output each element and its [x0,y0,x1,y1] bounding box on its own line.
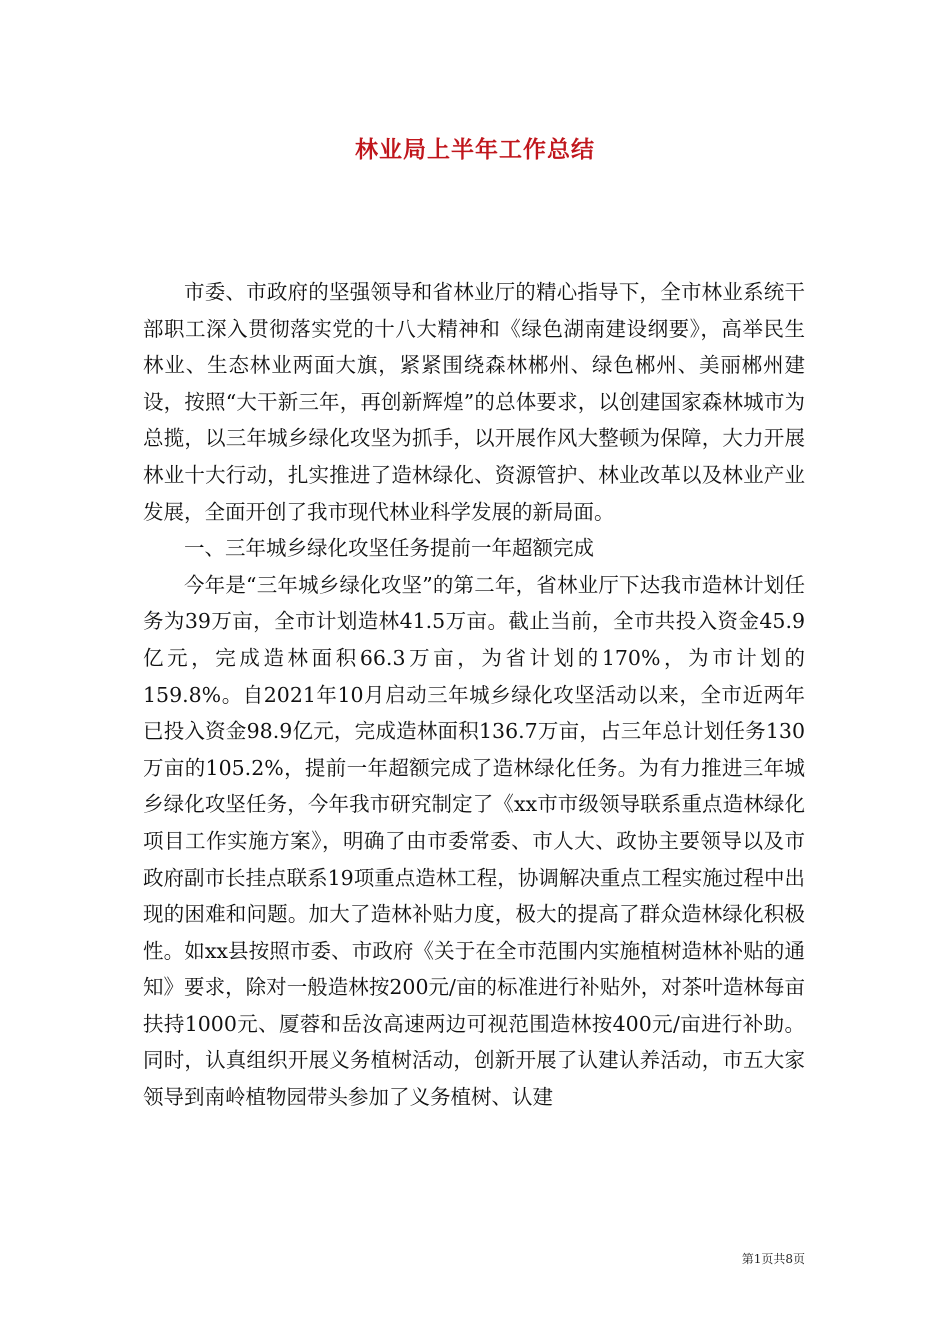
page-footer: 第1页共8页 [741,1252,805,1266]
section-heading-1: 一、三年城乡绿化攻坚任务提前一年超额完成 [184,536,594,561]
document-body [143,274,805,1116]
document-title: 林业局上半年工作总结 [355,137,595,163]
paragraph-intro: 市委、市政府的坚强领导和省林业厅的精心指导下，全市林业系统干部职工深入贯彻落实党的十八大精神和《绿色湖南建设纲要》，高举民生林业、生态林业两面大旗，紧紧围绕森林郴州、绿色郴州、美丽郴州建设，按照“大干新三年，再创新辉煌”的总体要求，以创建国家森林城市为总揽，以三年城乡绿化攻坚为抓手，以开展作风大整顿为保障，大力开展林业十大行动，扎实推进了造林绿化、资源管护、林业改革以及林业产业发展，全面开创了我市现代林业科学发展的新局面。 [143,280,805,524]
paragraph-section-1: 今年是“三年城乡绿化攻坚”的第二年，省林业厅下达我市造林计划任务为39万亩，全市计划造林41.5万亩。截止当前，全市共投入资金45.9亿元，完成造林面积66.3万亩，为省计划的170%，为市计划的159.8%。自2021年10月启动三年城乡绿化攻坚活动以来，全市近两年已投入资金98.9亿元，完成造林面积136.7万亩，占三年总计划任务130万亩的105.2%，提前一年超额完成了造林绿化任务。为有力推进三年城乡绿化攻坚任务，今年我市研究制定了《xx市市级领导联系重点造林绿化项目工作实施方案》，明确了由市委常委、市人大、政协主要领导以及市政府副市长挂点联系19项重点造林工程，协调解决重点工程实施过程中出现的困难和问题。加大了造林补贴力度，极大的提高了群众造林绿化积极性。如xx县按照市委、市政府《关于在全市范围内实施植树造林补贴的通知》要求，除对一般造林按200元/亩的标准进行补贴外，对茶叶造林每亩扶持1000元、厦蓉和岳汝高速两边可视范围造林按400元/亩进行补助。同时，认真组织开展义务植树活动，创新开展了认建认养活动，市五大家领导到南岭植物园带头参加了义务植树、认建 [143,572,805,1110]
